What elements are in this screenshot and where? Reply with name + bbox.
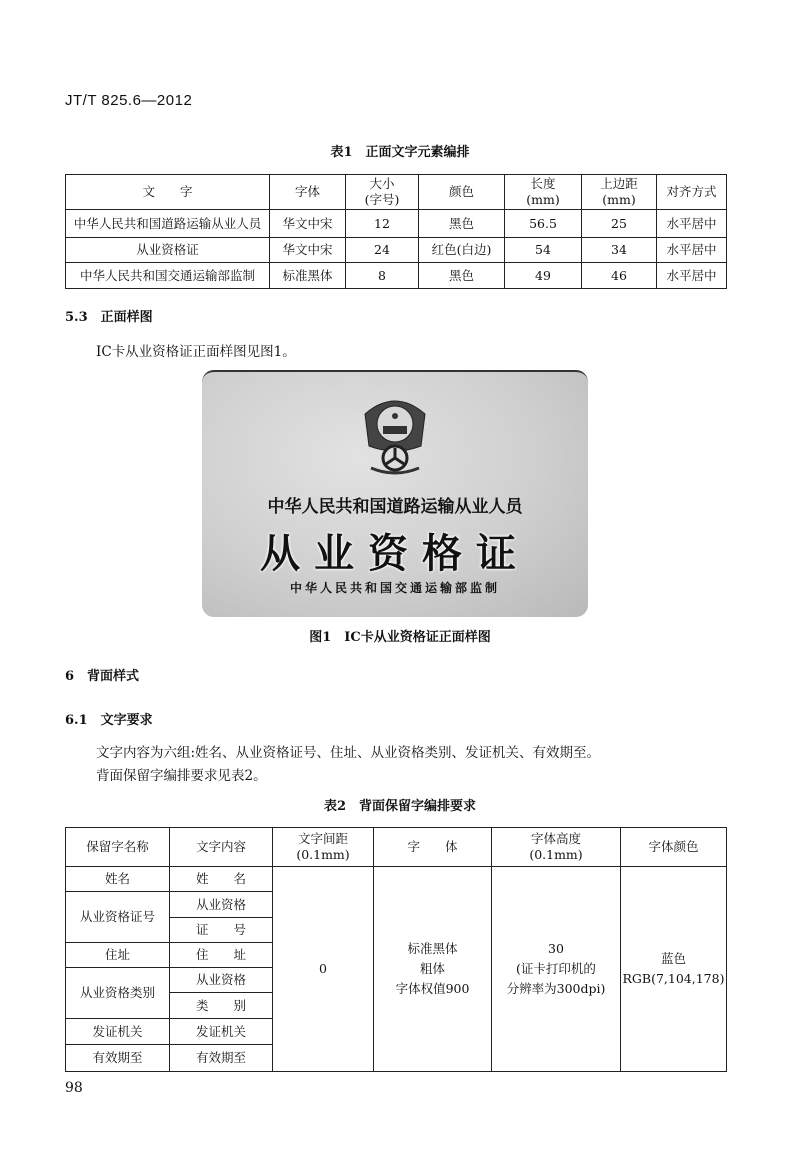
cell: 华文中宋: [270, 210, 346, 238]
cell: 发证机关: [66, 1019, 170, 1045]
emblem-icon: [357, 394, 433, 476]
cell: 有效期至: [66, 1045, 170, 1072]
cell: 黑色: [419, 210, 505, 238]
cell: 49: [505, 263, 582, 289]
cell: 中华人民共和国道路运输从业人员: [66, 210, 270, 238]
section-6-title: 6 背面样式: [65, 669, 140, 684]
cell: 从业资格证: [66, 238, 270, 263]
card-line1: 中华人民共和国道路运输从业人员: [267, 497, 523, 517]
table2: [65, 827, 727, 1072]
table-row: [66, 263, 727, 289]
th: 长度 (mm): [505, 175, 582, 210]
cell: 类 别: [170, 993, 273, 1019]
section-5-3-title: 5.3 正面样图: [65, 310, 153, 325]
cell: 8: [346, 263, 419, 289]
cell: 姓 名: [170, 867, 273, 892]
th: 字 体: [374, 828, 492, 867]
cell: 25: [582, 210, 657, 238]
cell: 54: [505, 238, 582, 263]
figure1-caption: 图1 IC卡从业资格证正面样图: [309, 630, 491, 645]
th: 保留字名称: [66, 828, 170, 867]
cell: 从业资格证号: [66, 892, 170, 943]
cell-height: 30 (证卡打印机的 分辨率为300dpi): [492, 867, 621, 1072]
cell: 证 号: [170, 918, 273, 943]
table-row: [66, 238, 727, 263]
cell: 姓名: [66, 867, 170, 892]
section-6-1-title: 6.1 文字要求: [65, 713, 153, 728]
cell: 标准黑体: [270, 263, 346, 289]
cell: 住 址: [170, 943, 273, 968]
table1: [65, 174, 727, 289]
th: 大小 (字号): [346, 175, 419, 210]
cell: 黑色: [419, 263, 505, 289]
th: 上边距 (mm): [582, 175, 657, 210]
table2-caption: 表2 背面保留字编排要求: [323, 799, 477, 814]
cell: 水平居中: [657, 238, 727, 263]
cell: 从业资格: [170, 968, 273, 993]
cell: 从业资格: [170, 892, 273, 918]
card-line3: 中华人民共和国交通运输部监制: [289, 581, 500, 595]
cell: 有效期至: [170, 1045, 273, 1072]
th: 颜色: [419, 175, 505, 210]
cell: 46: [582, 263, 657, 289]
th: 对齐方式: [657, 175, 727, 210]
th: 文字内容: [170, 828, 273, 867]
table1-caption: 表1 正面文字元素编排: [330, 145, 470, 160]
cell-font: 标准黑体 粗体 字体权值900: [374, 867, 492, 1072]
section-6-1-text1: 文字内容为六组:姓名、从业资格证号、住址、从业资格类别、发证机关、有效期至。: [96, 745, 601, 761]
cell: 34: [582, 238, 657, 263]
table-row: [66, 867, 727, 892]
section-6-1-text2: 背面保留字编排要求见表2。: [96, 768, 267, 784]
cell: 从业资格类别: [66, 968, 170, 1019]
cell: 住址: [66, 943, 170, 968]
cell: 56.5: [505, 210, 582, 238]
cell: 24: [346, 238, 419, 263]
cell: 发证机关: [170, 1019, 273, 1045]
th: 字体高度 (0.1mm): [492, 828, 621, 867]
cell: 水平居中: [657, 210, 727, 238]
th: 字体颜色: [621, 828, 727, 867]
card-line2: 从业资格证: [260, 530, 530, 577]
table-row: [66, 210, 727, 238]
cell: 红色(白边): [419, 238, 505, 263]
th: 文字间距 (0.1mm): [273, 828, 374, 867]
th: 文 字: [66, 175, 270, 210]
cell: 华文中宋: [270, 238, 346, 263]
cell-spacing: 0: [273, 867, 374, 1072]
cell: 中华人民共和国交通运输部监制: [66, 263, 270, 289]
th: 字体: [270, 175, 346, 210]
card-front-sample-image: [202, 370, 588, 617]
standard-number: JT/T 825.6—2012: [65, 92, 193, 109]
cell: 水平居中: [657, 263, 727, 289]
cell: 12: [346, 210, 419, 238]
section-5-3-text: IC卡从业资格证正面样图见图1。: [96, 344, 296, 360]
cell-color: 蓝色 RGB(7,104,178): [621, 867, 727, 1072]
page-number: 98: [65, 1080, 83, 1096]
